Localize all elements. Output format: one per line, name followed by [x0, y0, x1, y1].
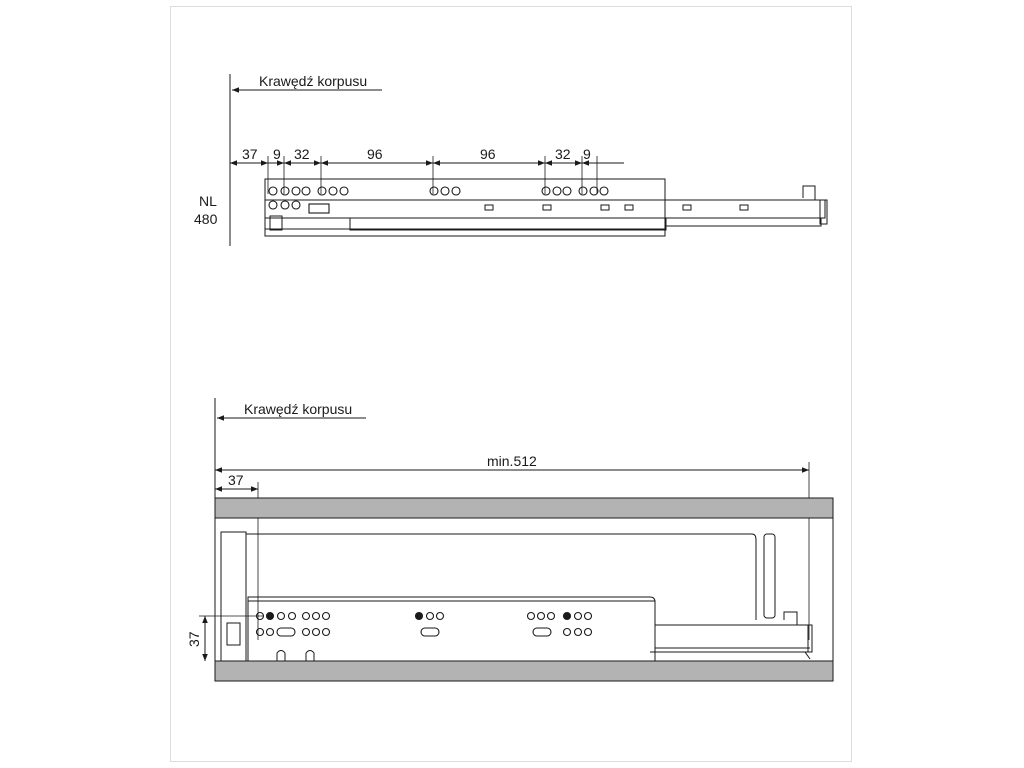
left-offset-label: 37	[228, 472, 244, 488]
dim-32-left: 32	[294, 146, 310, 162]
dim-9-right: 9	[583, 146, 591, 162]
top-panel	[215, 498, 833, 518]
bottom-panel	[215, 661, 833, 681]
dim-96-left: 96	[367, 146, 383, 162]
bottom-view	[199, 398, 833, 681]
dim-32-right: 32	[555, 146, 571, 162]
rail-top	[265, 179, 827, 236]
nl-value: 480	[194, 211, 218, 227]
holes-second-row	[269, 201, 329, 213]
edge-label-bottom: Krawędź korpusu	[244, 401, 353, 417]
dim-9-left: 9	[273, 146, 281, 162]
dim-37: 37	[242, 146, 258, 162]
top-view	[230, 74, 827, 246]
rail-bottom	[248, 597, 812, 661]
holes-bottom-view	[257, 613, 592, 637]
rail-slots	[485, 205, 748, 210]
edge-label-top: Krawędź korpusu	[259, 73, 368, 89]
holes-top-row	[269, 187, 608, 195]
height-offset-label: 37	[186, 631, 202, 647]
dim-96-right: 96	[480, 146, 496, 162]
nl-label: NL	[199, 193, 217, 209]
min-length-label: min.512	[487, 453, 537, 469]
extension-lines	[268, 156, 597, 194]
rail-notches	[277, 651, 314, 662]
